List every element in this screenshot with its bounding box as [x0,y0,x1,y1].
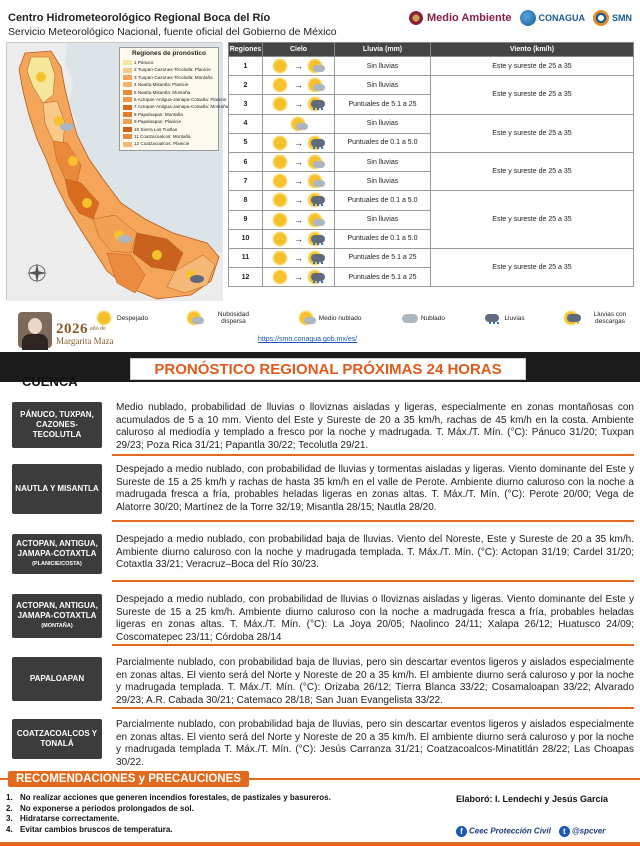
legend-label: 3 Tuxpan-Cazones-Tecolutla: Montaña [134,74,213,80]
forecast-row-8 [229,191,634,210]
water-drop-icon [520,10,536,26]
legend-swatch [123,82,132,87]
forecast-table-header [229,43,634,57]
legend-label: 2 Tuxpan-Cazones-Tecolutla: Planicie [134,67,211,73]
region-name-badge [12,719,102,759]
column-header-lluvia: Lluvia (mm) [335,43,431,57]
arrow-right-icon: → [294,137,303,148]
commemorative-year-note: año de [90,326,106,333]
arrow-right-icon: → [294,195,303,206]
rain-amount: Sin lluvias [335,57,431,76]
arrow-right-icon: → [294,176,303,187]
arrow-right-icon: → [294,61,303,72]
twitter-link[interactable] [559,826,606,837]
forecast-row-11 [229,248,634,267]
wind-forecast: Este y sureste de 25 a 35 [431,191,634,249]
header-subtitle: Servicio Meteorológico Nacional, fuente oficial del Gobierno de México [8,26,337,38]
sky-legend-label: Lluvias con descargas [593,311,627,325]
column-header-viento: Viento (km/h) [431,43,634,57]
recommendation-number: 1. [6,793,13,802]
region-name-badge [12,534,102,574]
sun-cloud-icon [307,78,325,92]
sun-cloud-icon [307,174,325,188]
recommendations-list [6,793,331,835]
medio-ambiente-label: Medio Ambiente [426,12,512,24]
author-credit: Elaboró: I. Lendechi y Jesús García [456,794,609,804]
sky-condition [263,133,335,152]
sun-cloud-icon [307,59,325,73]
forecast-table-body [229,57,634,287]
commemorative-year-logo [56,320,114,346]
recommendation-item [6,793,331,804]
sun-icon [272,193,290,207]
recommendation-text: No exponerse a periodos prolongados de sol. [20,803,194,813]
sky-legend-label: Medio nublado [318,314,362,322]
margarita-maza-portrait [18,312,52,348]
sky-condition [263,268,335,287]
region-number: 6 [229,152,263,171]
map-legend-item [123,126,215,133]
legend-swatch [123,68,132,73]
region-zone: (MONTAÑA) [41,623,73,629]
wind-forecast: Este y sureste de 25 a 35 [431,57,634,76]
sun-rain-icon [307,97,325,111]
recommendation-number: 3. [6,814,13,823]
forecast-row-4 [229,114,634,133]
legend-label: 6 Actopan-Antigua-Jamapa-Cotaxtla: Planicie [134,97,227,103]
storm-icon [563,311,581,325]
region-forecast-text: Parcialmente nublado, con probabilidad baja de lluvias, pero sin descartar eventos ligeros y aislados especialmente en zonas altas. El viento será del Norte y Noreste de 20 a 35 km/h. El ambiente diurno será caluroso y por la noche y madrugada templada T. Máx./T. Mín. (°C): Jesús Carranza 31/21; Coatzacoalcos-Minatitlán 28/22; Las Choapas 30/22. [116,719,634,768]
sky-condition [263,114,335,133]
sky-condition [263,172,335,191]
sky-legend-label: Lluvias [504,314,525,322]
region-name-badge [12,402,102,448]
region-number: 5 [229,133,263,152]
recommendation-text: No realizar acciones que generen incendios forestales, de pastizales y basureros. [20,793,331,802]
region-divider [112,520,634,522]
region-number: 12 [229,268,263,287]
region-forecast-text: Despejado a medio nublado, con probabilidad baja de lluvias. Viento del Noreste, Este y Sureste de 20 a 35 km/h. Ambiente diurno caluroso con la noche y madrugada templada. T. Máx./T. Mín. (°C): Actopan 31/19; Cardel 31/20; Cotaxtla 33/21; Veracruz–Boca del Río 30/23. [116,534,634,570]
legend-swatch [123,105,132,110]
map-legend [119,47,229,151]
sun-cloud-icon [186,311,204,325]
header-title: Centro Hidrometeorológico Regional Boca del Río [8,12,271,24]
globe-icon [593,10,609,26]
wind-forecast: Este y sureste de 25 a 35 [431,248,634,286]
legend-swatch [123,127,132,132]
cloud-icon [400,311,418,325]
sky-condition [263,57,335,76]
forecast-region-map [6,42,229,300]
recommendation-item [6,825,331,836]
arrow-right-icon: → [294,99,303,110]
sun-icon [272,174,290,188]
legend-label: 12 Coatzacoalcos: Planicie [134,141,190,147]
sky-condition [263,229,335,248]
map-legend-item [123,81,215,88]
twitter-icon: t [559,826,570,837]
arrow-right-icon: → [294,252,303,263]
region-name-badge [12,464,102,514]
column-header-regiones: Regiones [229,43,263,57]
legend-swatch [123,142,132,147]
sun-cloud-icon [290,117,308,131]
region-divider [112,580,634,582]
sun-icon [272,270,290,284]
sun-cloud-icon [307,155,325,169]
conagua-label: CONAGUA [538,13,585,23]
sky-legend-item [483,311,524,325]
region-divider [112,707,634,709]
legend-label: 4 Nautla-Misantla: Planicie [134,82,189,88]
column-header-cielo: Cielo [263,43,335,57]
sun-rain-icon [307,232,325,246]
sun-icon [272,59,290,73]
cuenca-label: CUENCA [22,374,78,389]
legend-swatch [123,90,132,95]
arrow-right-icon: → [294,272,303,283]
sun-rain-icon [307,136,325,150]
sun-icon [272,251,290,265]
twitter-label: @spcver [571,826,606,836]
commemorative-year: 2026 [56,321,88,337]
rain-amount: Puntuales de 0.1 a 5.0 [335,191,431,210]
recommendation-item [6,814,331,825]
smn-website-link[interactable]: https://smn.conagua.gob.mx/es/ [258,336,358,343]
map-legend-title: Regiones de pronóstico [131,50,207,57]
sky-legend-label: Nublado [420,314,446,322]
legend-label: 5 Nautla-Misantla: Montaña [134,89,191,95]
region-forecast-text: Parcialmente nublado, con probabilidad baja de lluvias, pero sin descartar eventos ligeros y aislados especialmente en zonas altas. El viento será del Norte y Noreste de 20 a 35 km/h. El ambiente diurno será caluroso y por la noche y madrugada templada. T. Máx./T. Mín. (°C): Orizaba 26/12; Tierra Blanca 33/22; Cosamaloapan 33/22; Alvarado 29/23; A.R. Cabada 30/21; Catemaco 28/18; San Juan Evangelista 33/22. [116,657,634,706]
legend-swatch [123,60,132,65]
map-legend-item [123,59,215,66]
region-number: 9 [229,210,263,229]
rain-amount: Puntuales de 5.1 a 25 [335,248,431,267]
sky-legend-item [563,311,636,325]
legend-swatch [123,97,132,102]
legend-label: 9 Papaloapan: Planicie [134,119,181,125]
rain-amount: Puntuales de 0.1 a 5.0 [335,229,431,248]
rain-amount: Sin lluvias [335,152,431,171]
region-number: 11 [229,248,263,267]
recommendation-number: 4. [6,824,13,834]
facebook-link[interactable] [456,826,551,837]
map-legend-item [123,66,215,73]
recommendation-text: Evitar cambios bruscos de temperatura. [20,824,173,834]
sky-condition [263,191,335,210]
map-legend-item [123,140,215,147]
legend-swatch [123,119,132,124]
sun-rain-icon [307,251,325,265]
region-forecast-text: Despejado a medio nublado, con probabilidad de lluvias y tormentas aisladas y ligeras. Viento dominante del Este y Sureste de 15 a 25 km/h y rachas de hasta 35 km/h en el valle de Perote. Ambiente diurno caluroso con la noche a madrugada fresca a fría, probables heladas ligeras en zonas altas. T. Máx./T. Mín. (°C): Perote 20/00; Vega de Alatorre 30/20; Martínez de la Torre 32/19; Misantla 28/15; Nautla 28/20. [116,464,634,513]
map-legend-item [123,118,215,125]
map-legend-item [123,96,227,103]
forecast-row-6 [229,152,634,171]
sky-condition [263,76,335,95]
forecast-row-1 [229,57,634,76]
wind-forecast: Este y sureste de 25 a 35 [431,114,634,152]
region-forecast-text: Medio nublado, probabilidad de lluvias o lloviznas aisladas y ligeras, especialmente en zonas montañosas con acumulados de 5 a 10 mm. Viento del Este y Sureste de 20 a 35 km/h, rachas de 45 km/h en la costa. Ambiente caluroso al mediodía y templado a fresco por la noche y madrugada. T. Máx./T. Mín. (°C): Pánuco 31/20; Tuxpan 29/23; Poza Rica 31/21; Papantla 30/22; Tecolutla 29/21. [116,402,634,451]
sky-condition [263,95,335,114]
sky-legend-item [186,311,259,325]
map-legend-item [123,103,229,110]
sun-icon [272,97,290,111]
sun-icon [272,232,290,246]
footer-divider [0,842,640,846]
sky-condition [263,210,335,229]
map-legend-item [123,74,215,81]
sky-icon-legend [96,306,636,330]
rain-amount: Sin lluvias [335,114,431,133]
map-legend-list [123,59,229,148]
rain-amount: Puntuales de 0.1 a 5.0 [335,133,431,152]
sky-legend-label: Despejado [117,314,149,322]
map-legend-item [123,89,215,96]
recommendation-text: Hidratarse correctamente. [20,814,120,823]
sun-icon [272,78,290,92]
region-name: COATZACOALCOS Y TONALÁ [16,729,98,748]
rain-amount: Sin lluvias [335,172,431,191]
region-zone: (PLANICIE/COSTA) [32,561,82,567]
smn-logo [593,10,632,26]
region-name-badge [12,657,102,701]
forecast-row-2 [229,76,634,95]
region-divider [112,454,634,456]
legend-label: 7 Actopan-Antigua-Jamapa-Cotaxtla: Montaña [134,104,229,110]
sky-legend-label: Nubosidad dispersa [217,311,249,325]
region-name: ACTOPAN, ANTIGUA, JAMAPA-COTAXTLA [16,601,98,620]
legend-label: 10 Sierra Los Tuxtlas [134,126,178,132]
wind-forecast: Este y sureste de 25 a 35 [431,76,634,114]
arrow-right-icon: → [294,214,303,225]
rain-amount: Puntuales de 5.1 a 25 [335,268,431,287]
region-name: PAPALOAPAN [29,674,85,683]
arrow-right-icon: → [294,157,303,168]
legend-label: 11 Coatzacoalcos: Montaña [134,134,191,140]
rain-amount: Puntuales de 5.1 a 25 [335,95,431,114]
medio-ambiente-logo [408,10,512,26]
logo-group [408,10,632,26]
legend-swatch [123,75,132,80]
sun-rain-icon [307,270,325,284]
conagua-logo [520,10,586,26]
arrow-right-icon: → [294,80,303,91]
region-number: 1 [229,57,263,76]
rain-amount: Sin lluvias [335,76,431,95]
rain-icon [483,311,501,325]
map-legend-item [123,111,215,118]
forecast-table [228,42,634,287]
legend-label: 8 Papaloapan: Montaña [134,111,183,117]
header-section [0,0,640,348]
region-number: 10 [229,229,263,248]
arrow-right-icon: → [294,233,303,244]
smn-label: SMN [612,13,632,23]
recommendations-title: RECOMENDACIONES y PRECAUCIONES [8,771,249,787]
region-name: ACTOPAN, ANTIGUA, JAMAPA-COTAXTLA [16,539,98,558]
sun-icon [272,213,290,227]
map-legend-item [123,133,215,140]
region-forecast-text: Despejado a medio nublado, con probabilidad de lluvias o lloviznas aisladas y ligeras. Viento dominante del Este y Sureste de 15 a 25 km/h. Ambiente diurno caluroso con la noche a madrugada fresca a fría, probables heladas ligeras en zonas altas. T. Máx./T. Mín. (°C): La Joya 20/05; Naolinco 24/11; Xalapa 26/12; Huatusco 24/09; Coscomatepec 23/11; Córdoba 28/14 [116,594,634,643]
sun-cloud-icon [307,213,325,227]
recommendation-number: 2. [6,803,13,813]
commemorative-name: Margarita Maza [56,336,114,346]
facebook-icon: f [456,826,467,837]
sky-legend-item [400,311,445,325]
legend-label: 1 Pánuco [134,60,154,65]
legend-swatch [123,112,132,117]
region-number: 3 [229,95,263,114]
sun-cloud-icon [298,311,316,325]
sky-legend-item [298,311,362,325]
regional-forecast-title: PRONÓSTICO REGIONAL PRÓXIMAS 24 HORAS [130,358,526,380]
sky-condition [263,152,335,171]
region-number: 8 [229,191,263,210]
facebook-label: Ceec Protección Civil [469,826,551,836]
region-name: NAUTLA Y MISANTLA [15,484,99,493]
sun-icon [272,155,290,169]
recommendation-item [6,804,331,815]
region-name-badge [12,594,102,638]
rain-amount: Sin lluvias [335,210,431,229]
region-name: PÁNUCO, TUXPAN, CAZONES-TECOLUTLA [20,410,94,439]
sun-rain-icon [307,193,325,207]
region-number: 4 [229,114,263,133]
sun-icon [272,136,290,150]
social-links [456,826,605,837]
sky-condition [263,248,335,267]
region-divider [112,644,634,646]
wind-forecast: Este y sureste de 25 a 35 [431,152,634,190]
eagle-seal-icon [408,10,424,26]
region-number: 7 [229,172,263,191]
region-number: 2 [229,76,263,95]
legend-swatch [123,134,132,139]
